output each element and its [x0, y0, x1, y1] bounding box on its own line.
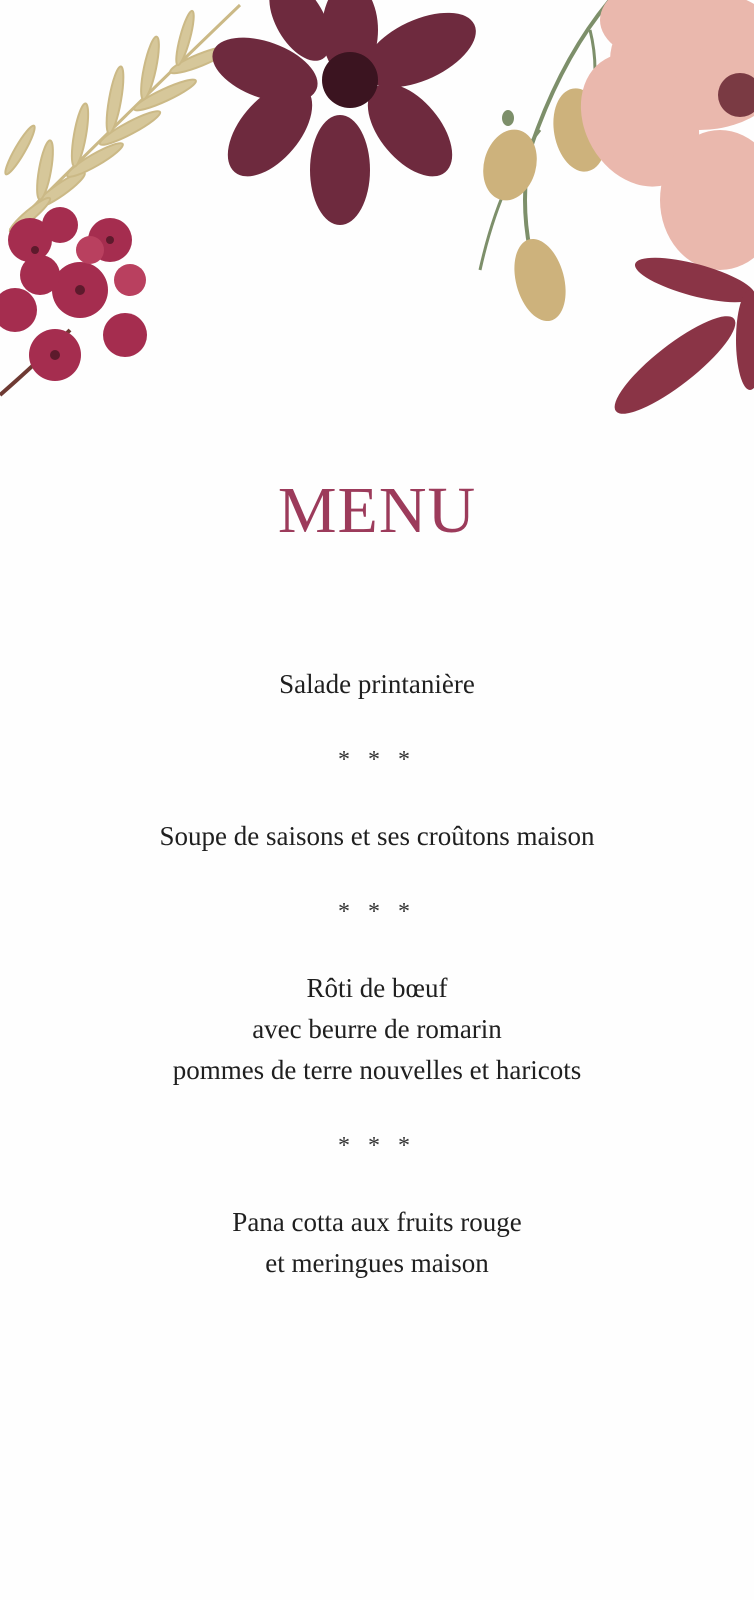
- crimson-flower-cluster: [0, 207, 147, 395]
- course-starter: [0, 664, 754, 705]
- pink-flower: [557, 0, 754, 270]
- course-line: et meringues maison: [265, 1248, 489, 1278]
- course-line: Soupe de saisons et ses croûtons maison: [159, 821, 595, 851]
- course-separator: * * *: [338, 1133, 416, 1159]
- leaf-illustration: [604, 248, 754, 426]
- course-separator: * * *: [338, 747, 416, 773]
- fern-illustration: [2, 5, 240, 236]
- menu-list: [0, 664, 754, 1284]
- olive-sprig: [476, 0, 613, 327]
- course-main: [0, 968, 754, 1091]
- course-line: Rôti de bœuf: [306, 973, 448, 1003]
- course-line: avec beurre de romarin: [252, 1014, 502, 1044]
- page-title: MENU: [277, 474, 477, 547]
- floral-decoration: [0, 0, 754, 430]
- course-soup: [0, 816, 754, 857]
- course-line: Salade printanière: [279, 669, 475, 699]
- course-separator: * * *: [338, 899, 416, 925]
- course-line: pommes de terre nouvelles et haricots: [172, 1055, 582, 1085]
- burgundy-flower: [204, 0, 487, 225]
- course-line: Pana cotta aux fruits rouge: [232, 1207, 522, 1237]
- course-dessert: [0, 1202, 754, 1284]
